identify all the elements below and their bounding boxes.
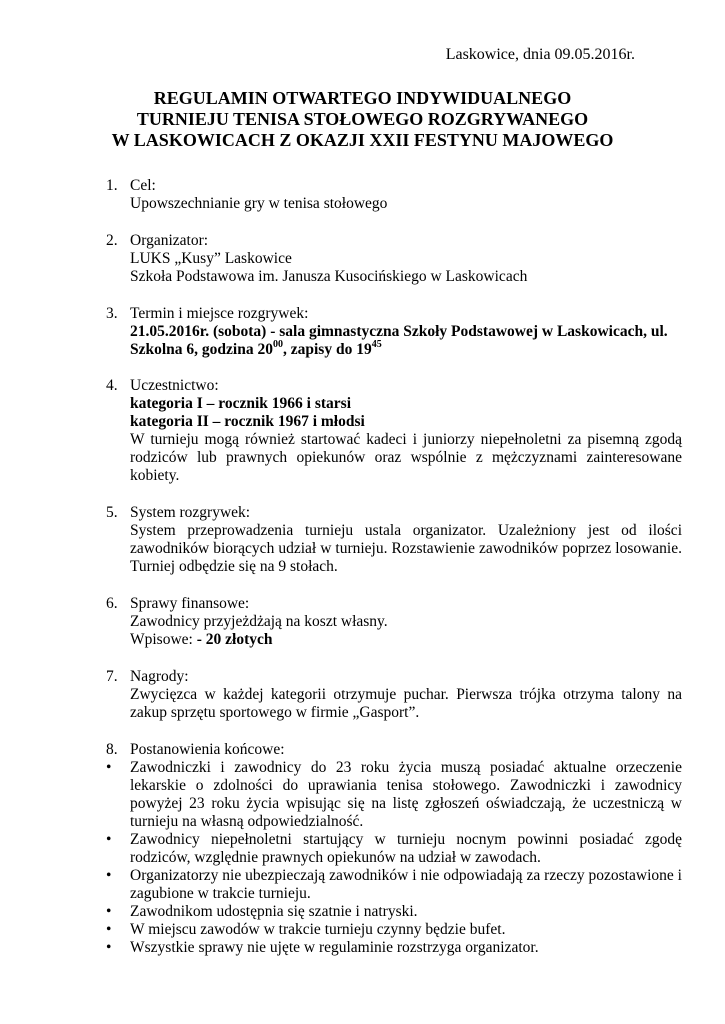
list-item: • Organizatorzy nie ubezpieczają zawodników i nie odpowiadają za rzeczy pozostawione i zagubione w trakcie turnieju.	[106, 867, 682, 902]
section-number: 3.	[106, 305, 118, 322]
document-title	[0, 88, 725, 151]
section-date-place	[108, 305, 682, 359]
title-line-3: W LASKOWICACH Z OKAZJI XXII FESTYNU MAJOWEGO	[111, 130, 614, 150]
section-finance	[108, 595, 682, 649]
venue-line-2: Szkolna 6, godzina $20^{00}$, zapisy do $19^{45}$	[130, 339, 382, 358]
section-heading: Termin i miejsce rozgrywek:	[130, 305, 309, 322]
section-heading: Organizator:	[130, 232, 209, 249]
section-heading: Sprawy finansowe:	[130, 595, 250, 612]
list-item: • Zawodnikom udostępnia się szatnie i natryski.	[106, 903, 418, 920]
section-number: 5.	[106, 504, 118, 521]
section-heading: Uczestnictwo:	[130, 377, 219, 394]
section-heading: Cel:	[130, 177, 156, 194]
section-participation	[108, 377, 682, 485]
entry-fee: Wpisowe: - 20 złotych	[130, 631, 273, 648]
bullet-icon: •	[106, 867, 112, 884]
bullet-icon: •	[106, 759, 112, 776]
bullet-icon: •	[106, 939, 112, 956]
title-line-1: REGULAMIN OTWARTEGO INDYWIDUALNEGO	[153, 88, 572, 108]
section-final-provisions	[108, 741, 682, 759]
organizer-school: Szkoła Podstawowa im. Janusza Kusocińskiego w Laskowicach	[130, 268, 528, 285]
title-line-2: TURNIEJU TENISA STOŁOWEGO ROZGRYWANEGO	[136, 109, 589, 129]
organizer-club: LUKS „Kusy” Laskowice	[130, 250, 292, 267]
section-system	[108, 504, 682, 576]
list-item: • Zawodnicy niepełnoletni startujący w turnieju nocnym powinni posiadać zgodę rodziców, względnie prawnych opiekunów na udział w zawodach.	[106, 831, 682, 866]
category-2: kategoria II – rocznik 1967 i młodsi	[130, 413, 365, 430]
venue-line-1: 21.05.2016r. (sobota) - sala gimnastyczna Szkoły Podstawowej w Laskowicach, ul.	[130, 323, 668, 340]
section-text: Upowszechnianie gry w tenisa stołowego	[130, 195, 388, 212]
list-item: • Wszystkie sprawy nie ujęte w regulaminie rozstrzyga organizator.	[106, 939, 539, 956]
section-goal	[108, 177, 682, 213]
final-provisions-list	[108, 759, 682, 957]
section-organizer	[108, 232, 682, 286]
section-text: System przeprowadzenia turnieju ustala organizator. Uzależniony jest od ilości zawodników biorących udział w turnieju. Rozstawienie zawodników poprzez losowanie. Turniej odbędzie się na 9 stołach.	[130, 522, 682, 575]
section-number: 2.	[106, 232, 118, 249]
section-prizes	[108, 668, 682, 722]
section-text: Zwycięzca w każdej kategorii otrzymuje puchar. Pierwsza trójka otrzyma talony na zakup sprzętu sportowego w firmie „Gasport”.	[130, 686, 682, 721]
document-date: Laskowice, dnia 09.05.2016r.	[445, 46, 635, 63]
section-number: 7.	[106, 668, 118, 685]
list-item: • W miejscu zawodów w trakcie turnieju czynny będzie bufet.	[106, 921, 506, 938]
section-text: Zawodnicy przyjeżdżają na koszt własny.	[130, 613, 388, 630]
list-item: • Zawodniczki i zawodnicy do 23 roku życia muszą posiadać aktualne orzeczenie lekarskie o zdolności do uprawiania tenisa stołowego. Zawodniczki i zawodnicy powyżej 23 roku życia wpisując się na listę zgłoszeń oświadczają, że uczestniczą w turnieju na własną odpowiedzialność.	[106, 759, 682, 830]
section-text: W turnieju mogą również startować kadeci i juniorzy niepełnoletni za pisemną zgodą rodziców lub prawnych opiekunów oraz wspólnie z mężczyznami zainteresowane kobiety.	[130, 431, 682, 484]
section-number: 6.	[106, 595, 118, 612]
section-heading: Nagrody:	[130, 668, 189, 685]
bullet-icon: •	[106, 921, 112, 938]
section-heading: Postanowienia końcowe:	[130, 741, 285, 758]
bullet-icon: •	[106, 903, 112, 920]
category-1: kategoria I – rocznik 1966 i starsi	[130, 395, 352, 412]
section-heading: System rozgrywek:	[130, 504, 251, 521]
section-number: 8.	[106, 741, 118, 758]
bullet-icon: •	[106, 831, 112, 848]
section-number: 4.	[106, 377, 118, 394]
section-number: 1.	[106, 177, 118, 194]
